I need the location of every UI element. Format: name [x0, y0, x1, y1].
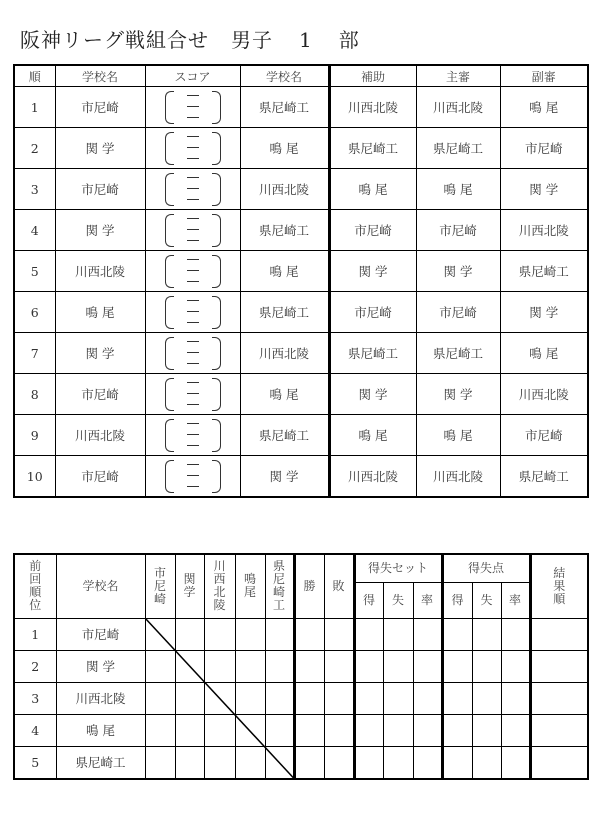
school-b-cell: 関 学 — [240, 456, 329, 498]
score-cell[interactable] — [145, 415, 240, 456]
result-cell[interactable] — [145, 746, 175, 779]
standings-header-row-1 — [14, 554, 588, 582]
result-cell[interactable] — [383, 746, 413, 779]
result-cell[interactable] — [442, 650, 472, 682]
result-cell[interactable] — [294, 682, 324, 714]
result-cell[interactable] — [235, 714, 265, 746]
score-dash-3 — [187, 240, 199, 241]
schedule-row — [14, 169, 588, 210]
result-cell[interactable] — [383, 714, 413, 746]
auxiliary-cell: 市尼崎 — [329, 292, 416, 333]
header-points-ratio: 率 — [501, 582, 530, 618]
header-char: 西 — [213, 572, 226, 587]
score-bracket-box[interactable] — [163, 213, 223, 247]
result-cell[interactable] — [324, 650, 354, 682]
header-char: 北 — [213, 585, 226, 600]
header-char: 学 — [183, 585, 196, 600]
schedule-row — [14, 374, 588, 415]
main-referee-cell: 川西北陵 — [416, 456, 500, 498]
sub-referee-cell: 県尼崎工 — [500, 251, 588, 292]
main-referee-cell: 鳴 尾 — [416, 169, 500, 210]
header-char: 回 — [29, 572, 42, 587]
result-cell[interactable] — [175, 746, 204, 779]
left-bracket — [165, 378, 174, 411]
school-a-cell: 関 学 — [55, 210, 145, 251]
school-cell: 市尼崎 — [56, 618, 145, 650]
auxiliary-cell: 川西北陵 — [329, 456, 416, 498]
result-cell[interactable] — [530, 618, 588, 650]
result-cell[interactable] — [530, 650, 588, 682]
result-cell[interactable] — [235, 650, 265, 682]
score-cell[interactable] — [145, 169, 240, 210]
school-a-cell: 市尼崎 — [55, 374, 145, 415]
header-set-group: 得失セット — [354, 554, 442, 582]
result-cell[interactable] — [442, 682, 472, 714]
header-char: 工 — [272, 598, 285, 613]
previous-rank-cell: 3 — [14, 682, 56, 714]
score-bracket-box[interactable] — [163, 418, 223, 452]
school-cell: 鳴 尾 — [56, 714, 145, 746]
sub-referee-cell: 市尼崎 — [500, 415, 588, 456]
result-cell[interactable] — [204, 618, 235, 650]
score-dash-2 — [187, 147, 199, 148]
result-cell[interactable] — [175, 682, 204, 714]
header-char: 尾 — [243, 585, 256, 600]
school-cell: 関 学 — [56, 650, 145, 682]
result-cell[interactable] — [442, 714, 472, 746]
right-bracket — [212, 214, 221, 247]
left-bracket — [165, 296, 174, 329]
standings-row — [14, 650, 588, 682]
result-cell[interactable] — [501, 682, 530, 714]
result-cell[interactable] — [204, 746, 235, 779]
sub-referee-cell: 鳴 尾 — [500, 87, 588, 128]
result-cell[interactable] — [145, 618, 175, 650]
standings-row — [14, 618, 588, 650]
header-points-won: 得 — [442, 582, 472, 618]
school-b-cell: 川西北陵 — [240, 169, 329, 210]
main-referee-cell: 県尼崎工 — [416, 333, 500, 374]
result-cell[interactable] — [472, 618, 501, 650]
header-char: 果 — [553, 578, 566, 593]
score-cell[interactable] — [145, 251, 240, 292]
order-cell: 5 — [14, 251, 55, 292]
result-cell[interactable] — [413, 714, 442, 746]
main-referee-cell: 県尼崎工 — [416, 128, 500, 169]
sub-referee-cell: 川西北陵 — [500, 210, 588, 251]
header-char: 崎 — [272, 585, 285, 600]
school-a-cell: 関 学 — [55, 128, 145, 169]
right-bracket — [212, 255, 221, 288]
score-cell[interactable] — [145, 210, 240, 251]
result-cell[interactable] — [294, 650, 324, 682]
auxiliary-cell: 県尼崎工 — [329, 128, 416, 169]
title-main: 阪神リーグ戦組合せ — [20, 28, 209, 52]
score-dash-1 — [187, 218, 199, 219]
score-dash-3 — [187, 158, 199, 159]
score-dash-2 — [187, 188, 199, 189]
school-b-cell: 鳴 尾 — [240, 374, 329, 415]
schedule-row — [14, 333, 588, 374]
score-dash-2 — [187, 229, 199, 230]
result-cell[interactable] — [235, 746, 265, 779]
order-cell: 6 — [14, 292, 55, 333]
school-a-cell: 市尼崎 — [55, 169, 145, 210]
header-score: スコア — [145, 65, 240, 87]
auxiliary-cell: 市尼崎 — [329, 210, 416, 251]
score-dash-3 — [187, 322, 199, 323]
auxiliary-cell: 県尼崎工 — [329, 333, 416, 374]
score-dash-1 — [187, 136, 199, 137]
score-dash-3 — [187, 117, 199, 118]
auxiliary-cell: 川西北陵 — [329, 87, 416, 128]
result-cell[interactable] — [413, 682, 442, 714]
left-bracket — [165, 460, 174, 493]
school-b-cell: 川西北陵 — [240, 333, 329, 374]
header-order: 順 — [14, 65, 55, 87]
header-previous-rank — [14, 554, 56, 618]
right-bracket — [212, 460, 221, 493]
score-bracket-box[interactable] — [163, 295, 223, 329]
score-dash-1 — [187, 464, 199, 465]
score-dash-2 — [187, 475, 199, 476]
header-team-ichiamagasaki — [145, 554, 175, 618]
result-cell[interactable] — [145, 682, 175, 714]
score-cell[interactable] — [145, 374, 240, 415]
previous-rank-cell: 4 — [14, 714, 56, 746]
score-dash-2 — [187, 393, 199, 394]
left-bracket — [165, 214, 174, 247]
school-a-cell: 市尼崎 — [55, 456, 145, 498]
score-cell[interactable] — [145, 456, 240, 498]
result-cell[interactable] — [383, 682, 413, 714]
header-final-rank — [530, 554, 588, 618]
result-cell[interactable] — [294, 746, 324, 779]
school-a-cell: 鳴 尾 — [55, 292, 145, 333]
right-bracket — [212, 419, 221, 452]
score-bracket-box[interactable] — [163, 254, 223, 288]
result-cell[interactable] — [442, 618, 472, 650]
header-team-kawanishihokuryo — [204, 554, 235, 618]
order-cell: 2 — [14, 128, 55, 169]
main-referee-cell: 市尼崎 — [416, 210, 500, 251]
title-division-number: 1 — [299, 28, 313, 52]
result-cell[interactable] — [175, 618, 204, 650]
title-gender: 男子 — [231, 28, 273, 52]
header-team-kenamagasakiko — [265, 554, 294, 618]
left-bracket — [165, 255, 174, 288]
header-char: 県 — [272, 559, 285, 574]
header-main-referee: 主審 — [416, 65, 500, 87]
score-dash-2 — [187, 311, 199, 312]
school-b-cell: 鳴 尾 — [240, 251, 329, 292]
result-cell[interactable] — [145, 714, 175, 746]
result-cell[interactable] — [501, 650, 530, 682]
header-char: 崎 — [153, 591, 166, 606]
header-char: 鳴 — [243, 572, 256, 587]
right-bracket — [212, 337, 221, 370]
result-cell[interactable] — [265, 714, 294, 746]
sub-referee-cell: 県尼崎工 — [500, 456, 588, 498]
page-title — [20, 24, 360, 53]
left-bracket — [165, 91, 174, 124]
header-team-kangaku — [175, 554, 204, 618]
school-a-cell: 川西北陵 — [55, 251, 145, 292]
score-dash-1 — [187, 423, 199, 424]
schedule-row — [14, 87, 588, 128]
sub-referee-cell: 鳴 尾 — [500, 333, 588, 374]
schedule-row — [14, 456, 588, 498]
previous-rank-cell: 1 — [14, 618, 56, 650]
standings-row — [14, 714, 588, 746]
auxiliary-cell: 鳴 尾 — [329, 415, 416, 456]
auxiliary-cell: 鳴 尾 — [329, 169, 416, 210]
result-cell[interactable] — [265, 650, 294, 682]
school-b-cell: 県尼崎工 — [240, 210, 329, 251]
score-dash-3 — [187, 281, 199, 282]
score-dash-1 — [187, 382, 199, 383]
score-bracket-box[interactable] — [163, 131, 223, 165]
header-char: 位 — [29, 598, 42, 613]
previous-rank-cell: 5 — [14, 746, 56, 779]
header-char: 市 — [153, 565, 166, 580]
result-cell[interactable] — [354, 746, 383, 779]
right-bracket — [212, 91, 221, 124]
result-cell[interactable] — [530, 746, 588, 779]
school-cell: 県尼崎工 — [56, 746, 145, 779]
header-char: 結 — [553, 565, 566, 580]
previous-rank-cell: 2 — [14, 650, 56, 682]
main-referee-cell: 関 学 — [416, 374, 500, 415]
result-cell[interactable] — [442, 746, 472, 779]
result-cell[interactable] — [530, 682, 588, 714]
header-sub-referee: 副審 — [500, 65, 588, 87]
header-char: 川 — [213, 559, 226, 574]
sub-referee-cell: 関 学 — [500, 169, 588, 210]
result-cell[interactable] — [324, 618, 354, 650]
order-cell: 1 — [14, 87, 55, 128]
result-cell[interactable] — [235, 682, 265, 714]
result-cell[interactable] — [354, 618, 383, 650]
left-bracket — [165, 419, 174, 452]
header-school-b: 学校名 — [240, 65, 329, 87]
score-bracket-box[interactable] — [163, 172, 223, 206]
result-cell[interactable] — [383, 650, 413, 682]
standings-row — [14, 682, 588, 714]
score-dash-1 — [187, 341, 199, 342]
score-dash-3 — [187, 404, 199, 405]
score-dash-1 — [187, 177, 199, 178]
result-cell[interactable] — [530, 714, 588, 746]
header-char: 尼 — [272, 572, 285, 587]
sub-referee-cell: 川西北陵 — [500, 374, 588, 415]
header-school: 学校名 — [56, 554, 145, 618]
score-bracket-box[interactable] — [163, 90, 223, 124]
result-cell[interactable] — [294, 618, 324, 650]
header-losses: 敗 — [324, 554, 354, 618]
school-a-cell: 川西北陵 — [55, 415, 145, 456]
left-bracket — [165, 173, 174, 206]
school-b-cell: 鳴 尾 — [240, 128, 329, 169]
school-b-cell: 県尼崎工 — [240, 292, 329, 333]
score-dash-1 — [187, 95, 199, 96]
order-cell: 8 — [14, 374, 55, 415]
order-cell: 10 — [14, 456, 55, 498]
score-dash-1 — [187, 300, 199, 301]
score-dash-2 — [187, 106, 199, 107]
auxiliary-cell: 関 学 — [329, 251, 416, 292]
right-bracket — [212, 296, 221, 329]
schedule-header-row — [14, 65, 588, 87]
header-char: 陵 — [213, 598, 226, 613]
main-referee-cell: 鳴 尾 — [416, 415, 500, 456]
order-cell: 4 — [14, 210, 55, 251]
school-a-cell: 関 学 — [55, 333, 145, 374]
header-wins: 勝 — [294, 554, 324, 618]
school-cell: 川西北陵 — [56, 682, 145, 714]
result-cell[interactable] — [324, 682, 354, 714]
result-cell[interactable] — [501, 746, 530, 779]
score-dash-3 — [187, 445, 199, 446]
schedule-row — [14, 415, 588, 456]
left-bracket — [165, 132, 174, 165]
match-schedule-table — [13, 64, 589, 498]
school-b-cell: 県尼崎工 — [240, 87, 329, 128]
schedule-row — [14, 292, 588, 333]
sub-referee-cell: 関 学 — [500, 292, 588, 333]
result-cell[interactable] — [175, 650, 204, 682]
score-cell[interactable] — [145, 292, 240, 333]
header-sets-lost: 失 — [383, 582, 413, 618]
order-cell: 9 — [14, 415, 55, 456]
schedule-row — [14, 128, 588, 169]
right-bracket — [212, 378, 221, 411]
score-cell[interactable] — [145, 333, 240, 374]
right-bracket — [212, 132, 221, 165]
header-char: 尼 — [153, 578, 166, 593]
score-dash-3 — [187, 363, 199, 364]
score-cell[interactable] — [145, 87, 240, 128]
header-char: 順 — [29, 585, 42, 600]
score-dash-3 — [187, 199, 199, 200]
score-dash-2 — [187, 352, 199, 353]
result-cell[interactable] — [472, 714, 501, 746]
school-b-cell: 県尼崎工 — [240, 415, 329, 456]
result-cell[interactable] — [472, 650, 501, 682]
result-cell[interactable] — [413, 746, 442, 779]
header-char: 関 — [183, 572, 196, 587]
score-dash-1 — [187, 259, 199, 260]
result-cell[interactable] — [324, 746, 354, 779]
result-cell[interactable] — [204, 714, 235, 746]
header-char: 前 — [29, 559, 42, 574]
score-bracket-box[interactable] — [163, 377, 223, 411]
order-cell: 3 — [14, 169, 55, 210]
result-cell[interactable] — [265, 618, 294, 650]
auxiliary-cell: 関 学 — [329, 374, 416, 415]
title-division-label: 部 — [338, 28, 360, 52]
result-cell[interactable] — [265, 746, 294, 779]
result-cell[interactable] — [354, 682, 383, 714]
result-cell[interactable] — [413, 618, 442, 650]
result-cell[interactable] — [265, 682, 294, 714]
sub-referee-cell: 市尼崎 — [500, 128, 588, 169]
result-cell[interactable] — [501, 714, 530, 746]
header-point-group: 得失点 — [442, 554, 530, 582]
main-referee-cell: 市尼崎 — [416, 292, 500, 333]
main-referee-cell: 関 学 — [416, 251, 500, 292]
score-bracket-box[interactable] — [163, 459, 223, 493]
result-cell[interactable] — [501, 618, 530, 650]
score-dash-2 — [187, 434, 199, 435]
standings-row — [14, 746, 588, 779]
header-points-lost: 失 — [472, 582, 501, 618]
result-cell[interactable] — [383, 618, 413, 650]
result-cell[interactable] — [145, 650, 175, 682]
school-a-cell: 市尼崎 — [55, 87, 145, 128]
main-referee-cell: 川西北陵 — [416, 87, 500, 128]
schedule-row — [14, 251, 588, 292]
header-char: 順 — [553, 591, 566, 606]
right-bracket — [212, 173, 221, 206]
result-cell[interactable] — [294, 714, 324, 746]
result-cell[interactable] — [354, 650, 383, 682]
left-bracket — [165, 337, 174, 370]
result-cell[interactable] — [324, 714, 354, 746]
score-bracket-box[interactable] — [163, 336, 223, 370]
order-cell: 7 — [14, 333, 55, 374]
header-auxiliary: 補助 — [329, 65, 416, 87]
result-cell[interactable] — [175, 714, 204, 746]
result-cell[interactable] — [413, 650, 442, 682]
score-cell[interactable] — [145, 128, 240, 169]
score-dash-3 — [187, 486, 199, 487]
result-cell[interactable] — [204, 650, 235, 682]
score-dash-2 — [187, 270, 199, 271]
header-sets-won: 得 — [354, 582, 383, 618]
result-cell[interactable] — [235, 618, 265, 650]
result-cell[interactable] — [354, 714, 383, 746]
header-sets-ratio: 率 — [413, 582, 442, 618]
result-cell[interactable] — [204, 682, 235, 714]
header-team-naruo — [235, 554, 265, 618]
standings-table — [13, 553, 589, 780]
header-school-a: 学校名 — [55, 65, 145, 87]
result-cell[interactable] — [472, 746, 501, 779]
result-cell[interactable] — [472, 682, 501, 714]
schedule-row — [14, 210, 588, 251]
